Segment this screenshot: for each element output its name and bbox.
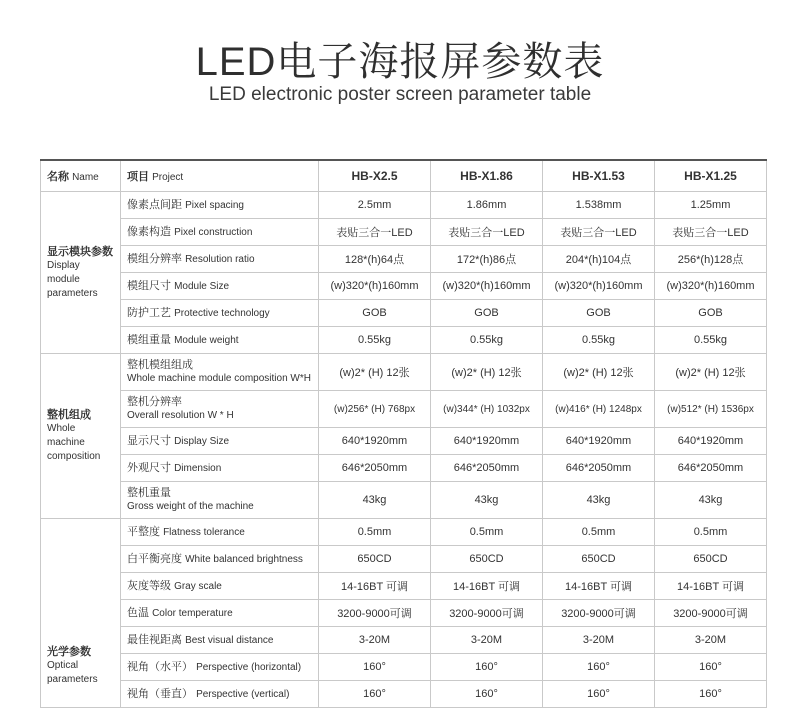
item-en: Gray scale [174,580,222,592]
item-zh: 色温 [127,606,149,619]
table-row [41,627,767,654]
value-cell: (w)344* (H) 1032px [431,391,543,428]
value-cell: 43kg [543,482,655,519]
value-cell: 646*2050mm [431,455,543,482]
category-optical [41,519,121,708]
value-cell: 646*2050mm [655,455,767,482]
value-cell: 650CD [543,546,655,573]
category-en: Optical parameters [47,660,98,685]
value-cell: (w)2* (H) 12张 [655,354,767,391]
value-cell: 14-16BT 可调 [543,573,655,600]
value-cell: (w)416* (H) 1248px [543,391,655,428]
value-cell: 640*1920mm [319,428,431,455]
item-label [121,192,319,219]
table-row [41,573,767,600]
value-cell: 14-16BT 可调 [655,573,767,600]
table-row [41,300,767,327]
value-cell: 0.5mm [319,519,431,546]
value-cell: 1.25mm [655,192,767,219]
table-row [41,246,767,273]
value-cell: 160° [543,654,655,681]
item-en: Gross weight of the machine [127,501,254,512]
item-en: Best visual distance [185,634,274,646]
value-cell: GOB [655,300,767,327]
item-label [121,573,319,600]
value-cell: 14-16BT 可调 [319,573,431,600]
value-cell: 650CD [655,546,767,573]
parameter-table [40,159,767,708]
value-cell: 43kg [655,482,767,519]
value-cell: 0.5mm [543,519,655,546]
category-zh: 整机组成 [47,409,91,421]
item-label [121,327,319,354]
value-cell: 0.55kg [319,327,431,354]
value-cell: 256*(h)128点 [655,246,767,273]
item-en: Resolution ratio [185,253,255,265]
item-en: Perspective (horizontal) [196,661,302,673]
item-zh: 模组重量 [127,333,171,346]
value-cell: (w)320*(h)160mm [655,273,767,300]
value-cell: 640*1920mm [431,428,543,455]
item-label [121,482,319,519]
category-zh: 显示模块参数 [47,245,113,258]
table-row [41,455,767,482]
value-cell: 640*1920mm [655,428,767,455]
header-model-1: HB-X2.5 [319,160,431,192]
header-model-3: HB-X1.53 [543,160,655,192]
value-cell: (w)2* (H) 12张 [543,354,655,391]
table-row [41,391,767,428]
value-cell: 3200-9000可调 [319,600,431,627]
item-en: Flatness tolerance [163,526,245,538]
item-en: Pixel construction [174,226,253,238]
value-cell: 160° [655,681,767,708]
item-en: Whole machine module composition W*H [127,373,311,384]
item-zh: 视角（垂直） [127,687,193,700]
item-label [121,681,319,708]
item-en: White balanced brightness [185,553,303,565]
item-en: Overall resolution W * H [127,410,234,421]
category-en: Whole machine composition [47,423,101,462]
value-cell: 0.55kg [655,327,767,354]
value-cell: 1.538mm [543,192,655,219]
item-label [121,273,319,300]
item-zh: 像素点间距 [127,198,182,211]
header-name-en: Name [72,172,99,183]
item-label [121,219,319,246]
table-row [41,428,767,455]
value-cell: 43kg [431,482,543,519]
header-row [41,160,767,192]
value-cell: 43kg [319,482,431,519]
item-en: Dimension [174,462,222,474]
value-cell: 3200-9000可调 [655,600,767,627]
header-model-4: HB-X1.25 [655,160,767,192]
item-label [121,654,319,681]
value-cell: 204*(h)104点 [543,246,655,273]
value-cell: (w)2* (H) 12张 [319,354,431,391]
value-cell: (w)320*(h)160mm [431,273,543,300]
value-cell: 3-20M [319,627,431,654]
item-en: Perspective (vertical) [196,688,290,700]
item-zh: 白平衡亮度 [127,552,182,565]
item-en: Pixel spacing [185,199,244,211]
table-row [41,482,767,519]
item-zh: 防护工艺 [127,306,171,319]
item-zh: 灰度等级 [127,579,171,592]
table-row [41,219,767,246]
item-label [121,519,319,546]
table-row [41,192,767,219]
item-label [121,600,319,627]
value-cell: GOB [543,300,655,327]
category-zh: 光学参数 [47,646,91,658]
value-cell: 14-16BT 可调 [431,573,543,600]
item-zh: 外观尺寸 [127,461,171,474]
value-cell: 0.55kg [431,327,543,354]
item-label [121,627,319,654]
value-cell: 0.5mm [431,519,543,546]
value-cell: (w)256* (H) 768px [319,391,431,428]
item-zh: 显示尺寸 [127,434,171,447]
value-cell: 160° [543,681,655,708]
value-cell: 160° [319,654,431,681]
value-cell: 0.55kg [543,327,655,354]
item-zh: 整机重量 [127,487,171,499]
page-subtitle: LED electronic poster screen parameter table [208,84,592,105]
value-cell: (w)512* (H) 1536px [655,391,767,428]
header-name-zh: 名称 [47,171,69,183]
item-zh: 像素构造 [127,225,171,238]
value-cell: GOB [431,300,543,327]
value-cell: GOB [319,300,431,327]
item-zh: 最佳视距离 [127,633,182,646]
item-label [121,246,319,273]
category-whole-machine [41,354,121,519]
value-cell: (w)320*(h)160mm [319,273,431,300]
value-cell: 表贴三合一LED [543,219,655,246]
item-label [121,300,319,327]
item-zh: 视角（水平） [127,660,193,673]
header-project [121,160,319,192]
item-label [121,354,319,391]
item-zh: 平整度 [127,525,160,538]
value-cell: 160° [319,681,431,708]
value-cell: 表贴三合一LED [431,219,543,246]
table-row [41,546,767,573]
value-cell: 3200-9000可调 [543,600,655,627]
value-cell: 3-20M [655,627,767,654]
item-label [121,428,319,455]
item-label [121,546,319,573]
item-zh: 模组分辨率 [127,252,182,265]
value-cell: 2.5mm [319,192,431,219]
item-zh: 模组尺寸 [127,279,171,292]
header-project-zh: 项目 [127,171,149,183]
item-zh: 整机分辨率 [127,396,182,408]
value-cell: 172*(h)86点 [431,246,543,273]
value-cell: 1.86mm [431,192,543,219]
table-row [41,273,767,300]
value-cell: 3-20M [431,627,543,654]
item-en: Color temperature [152,607,233,619]
table-row [41,600,767,627]
value-cell: (w)320*(h)160mm [543,273,655,300]
table-row [41,519,767,546]
value-cell: 160° [431,654,543,681]
value-cell: 3200-9000可调 [431,600,543,627]
item-en: Module Size [174,280,230,292]
value-cell: 3-20M [543,627,655,654]
item-en: Module weight [174,334,239,346]
category-display-module [41,192,121,354]
table-row [41,327,767,354]
value-cell: 0.5mm [655,519,767,546]
item-en: Protective technology [174,307,270,319]
item-en: Display Size [174,435,230,447]
page-title: LED电子海报屏参数表 [195,40,605,84]
header-project-en: Project [152,172,184,183]
value-cell: 160° [431,681,543,708]
value-cell: 表贴三合一LED [319,219,431,246]
value-cell: 650CD [319,546,431,573]
value-cell: 650CD [431,546,543,573]
table-row [41,354,767,391]
table-row [41,654,767,681]
item-zh: 整机模组组成 [127,359,193,371]
header-model-2: HB-X1.86 [431,160,543,192]
value-cell: 160° [655,654,767,681]
value-cell: 646*2050mm [543,455,655,482]
value-cell: 640*1920mm [543,428,655,455]
table-row [41,681,767,708]
value-cell: (w)2* (H) 12张 [431,354,543,391]
value-cell: 128*(h)64点 [319,246,431,273]
item-label [121,455,319,482]
category-en: Display module parameters [47,259,98,299]
value-cell: 表贴三合一LED [655,219,767,246]
header-name [41,160,121,192]
item-label [121,391,319,428]
value-cell: 646*2050mm [319,455,431,482]
